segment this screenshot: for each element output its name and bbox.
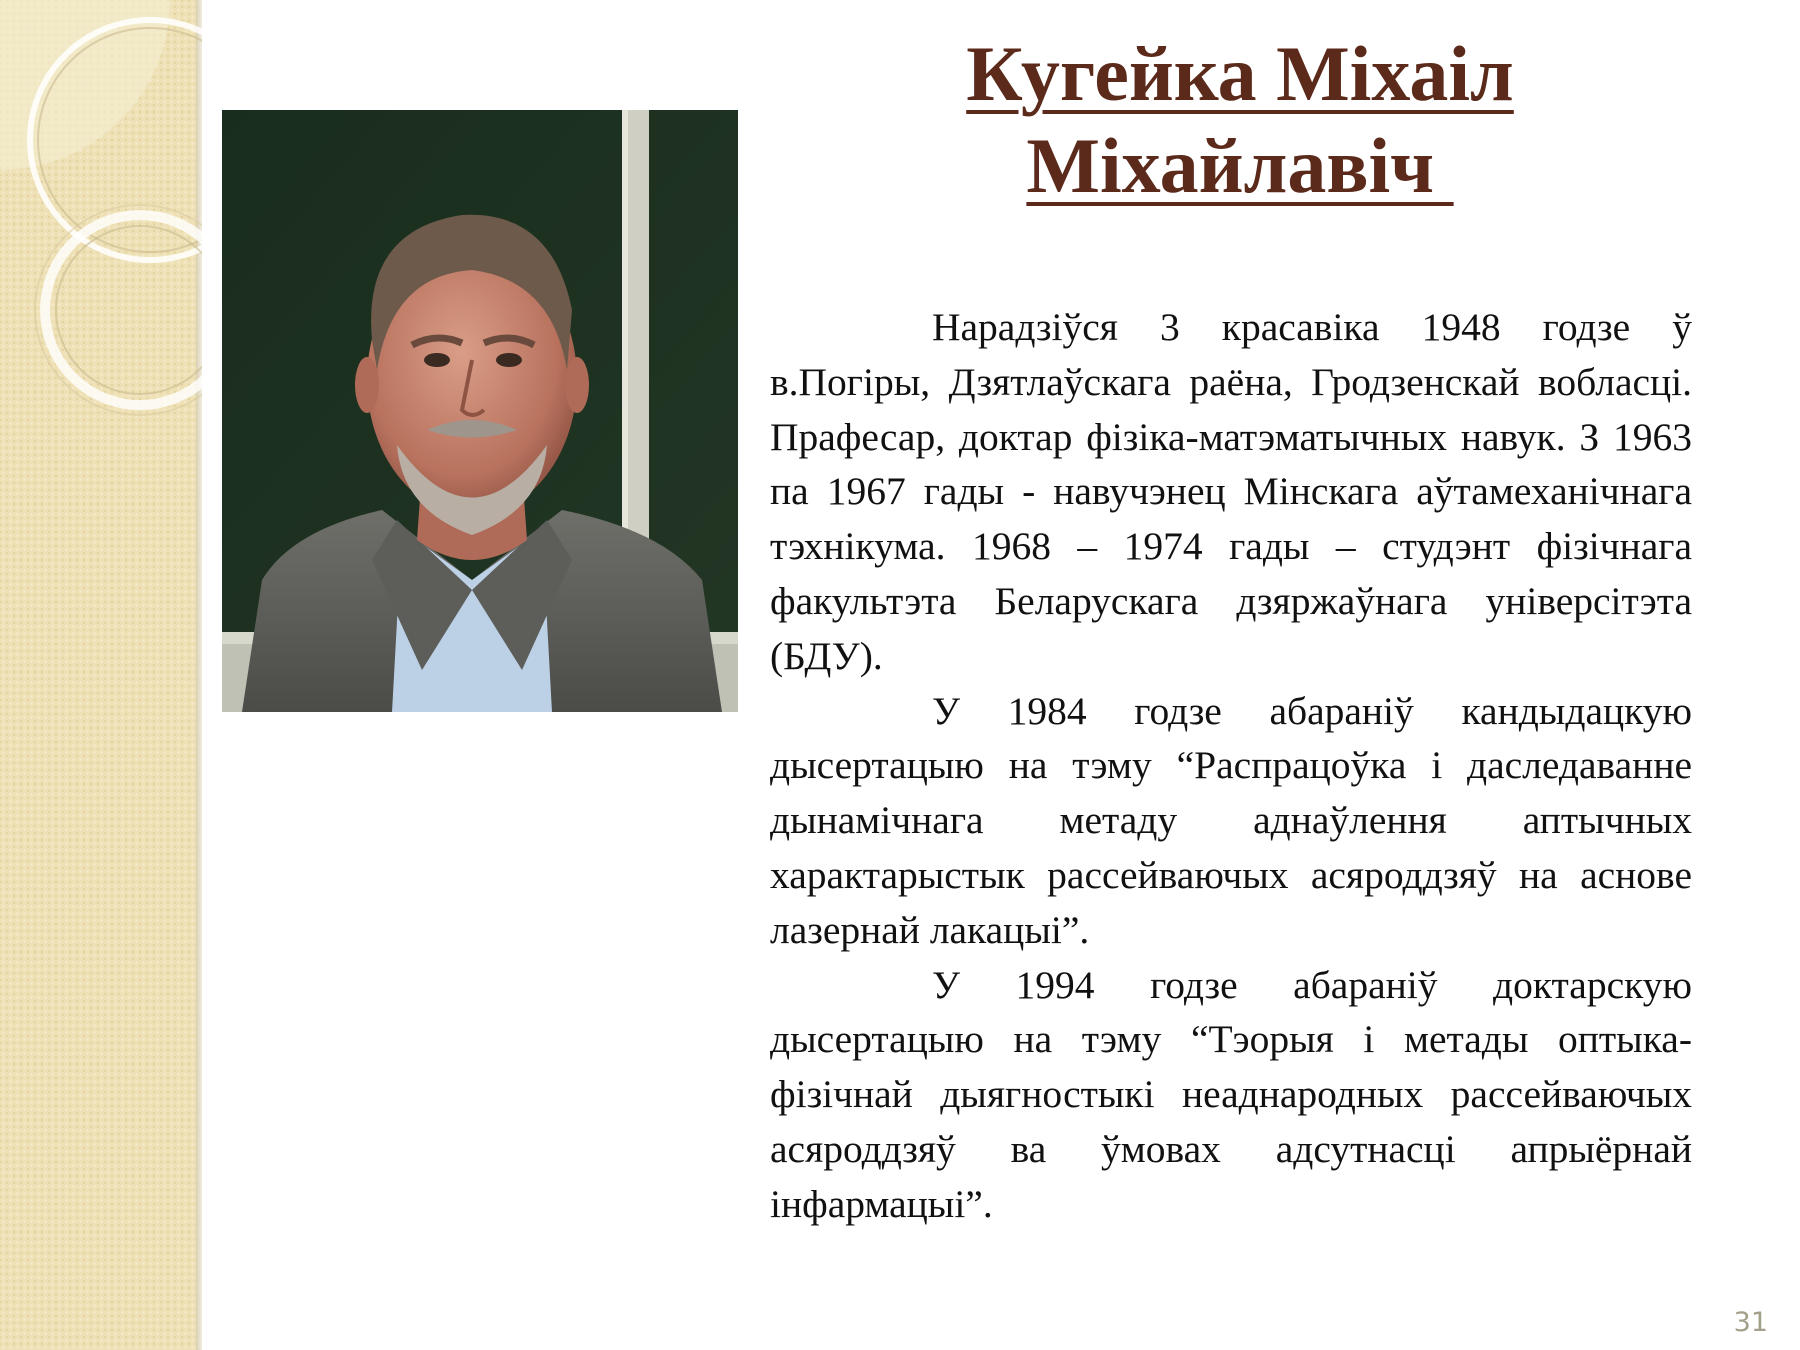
- bio-paragraph-3: У 1994 годзе абараніў доктарскую дысертацыю на тэму “Тэорыя і метады оптыка-фізічнай дыягностыкі неаднародных рассейваючых асяроддзяў ва ўмовах адсутнасці апрыёрнай інфармацыі”.: [770, 962, 1692, 1226]
- slide-number: 31: [1733, 1307, 1768, 1338]
- portrait-photo: [222, 110, 738, 712]
- circles-ornament-icon: [0, 0, 202, 460]
- bio-paragraph-1: Нарадзіўся 3 красавіка 1948 годзе ў в.Погіры, Дзятлаўскага раёна, Гродзенскай вобласці. Прафесар, доктар фізіка-матэматычных навук. З 1963 па 1967 гады - навучэнец Мінскага аўтамеханічнага тэхнікума. 1968 – 1974 гады – студэнт фізічнага факультэта Беларускага дзяржаўнага універсітэта (БДУ).: [770, 305, 1692, 678]
- page-title: [770, 28, 1710, 212]
- bio-paragraph-2: У 1984 годзе абараніў кандыдацкую дысертацыю на тэму “Распрацоўка і даследаванне дынамічнага метаду аднаўлення аптычных характарыстык рассейваючых асяроддзяў на аснове лазернай лакацыі”.: [770, 688, 1692, 952]
- title-line-1: Кугейка Міхаіл: [966, 30, 1514, 117]
- portrait-photo-icon: [222, 110, 738, 712]
- biography-text: [770, 300, 1692, 1232]
- title-line-2: Міхайлавіч: [1026, 122, 1454, 209]
